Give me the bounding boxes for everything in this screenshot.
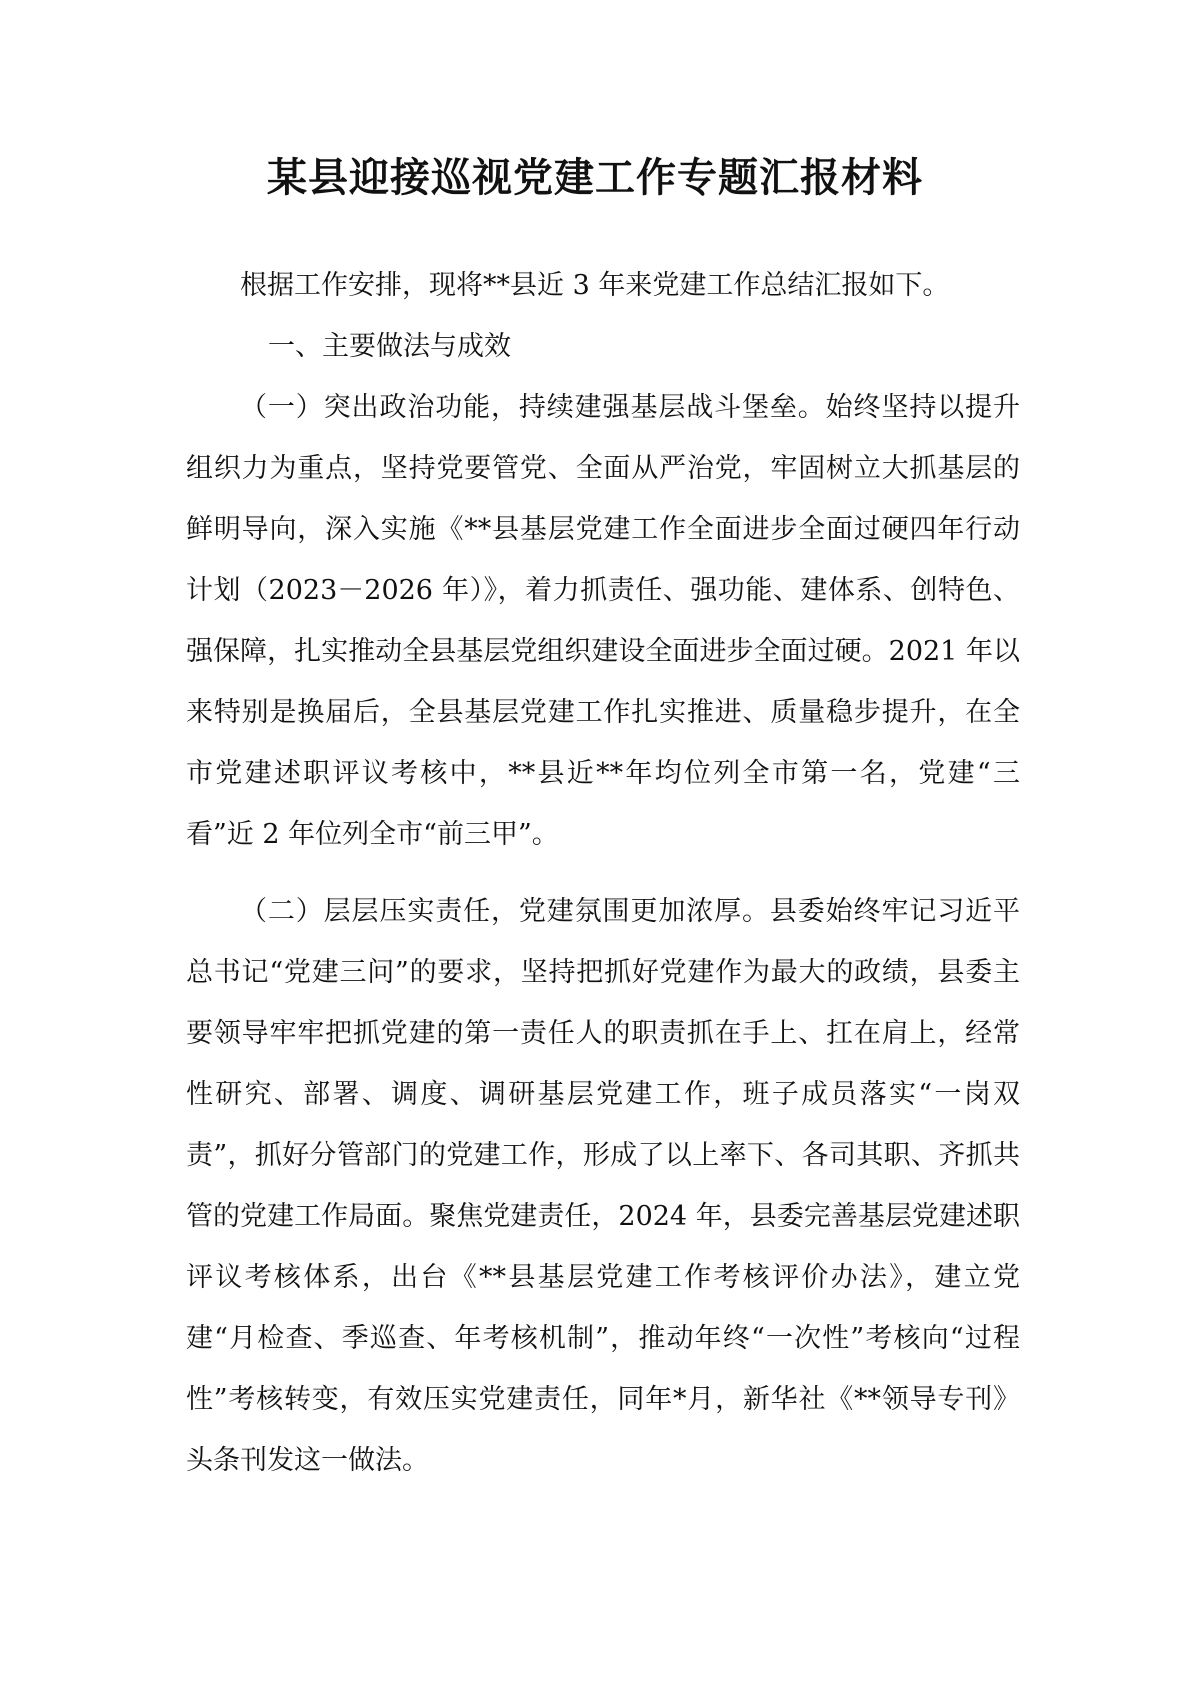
document-body <box>186 255 1020 1491</box>
body-paragraph-1: （一）突出政治功能，持续建强基层战斗堡垒。始终坚持以提升组织力为重点，坚持党要管党、全面从严治党，牢固树立大抓基层的鲜明导向，深入实施《**县基层党建工作全面进步全面过硬四年行动计划（2023－2026 年）》，着力抓责任、强功能、建体系、创特色、强保障，扎实推动全县基层党组织建设全面进步全面过硬。2021 年以来特别是换届后，全县基层党建工作扎实推进、质量稳步提升，在全市党建述职评议考核中，**县近**年均位列全市第一名，党建“三看”近 2 年位列全市“前三甲”。 <box>186 392 1020 850</box>
section-heading: 一、主要做法与成效 <box>268 331 511 362</box>
intro-paragraph: 根据工作安排，现将**县近 3 年来党建工作总结汇报如下。 <box>240 270 950 301</box>
document-title: 某县迎接巡视党建工作专题汇报材料 <box>267 155 923 201</box>
body-paragraph-2: （二）层层压实责任，党建氛围更加浓厚。县委始终牢记习近平总书记“党建三问”的要求，坚持把抓好党建作为最大的政绩，县委主要领导牢牢把抓党建的第一责任人的职责抓在手上、扛在肩上，经常性研究、部署、调度、调研基层党建工作，班子成员落实“一岗双责”，抓好分管部门的党建工作，形成了以上率下、各司其职、齐抓共管的党建工作局面。聚焦党建责任，2024 年，县委完善基层党建述职评议考核体系，出台《**县基层党建工作考核评价办法》，建立党建“月检查、季巡查、年考核机制”，推动年终“一次性”考核向“过程性”考核转变，有效压实党建责任，同年*月，新华社《**领导专刊》头条刊发这一做法。 <box>186 896 1020 1476</box>
